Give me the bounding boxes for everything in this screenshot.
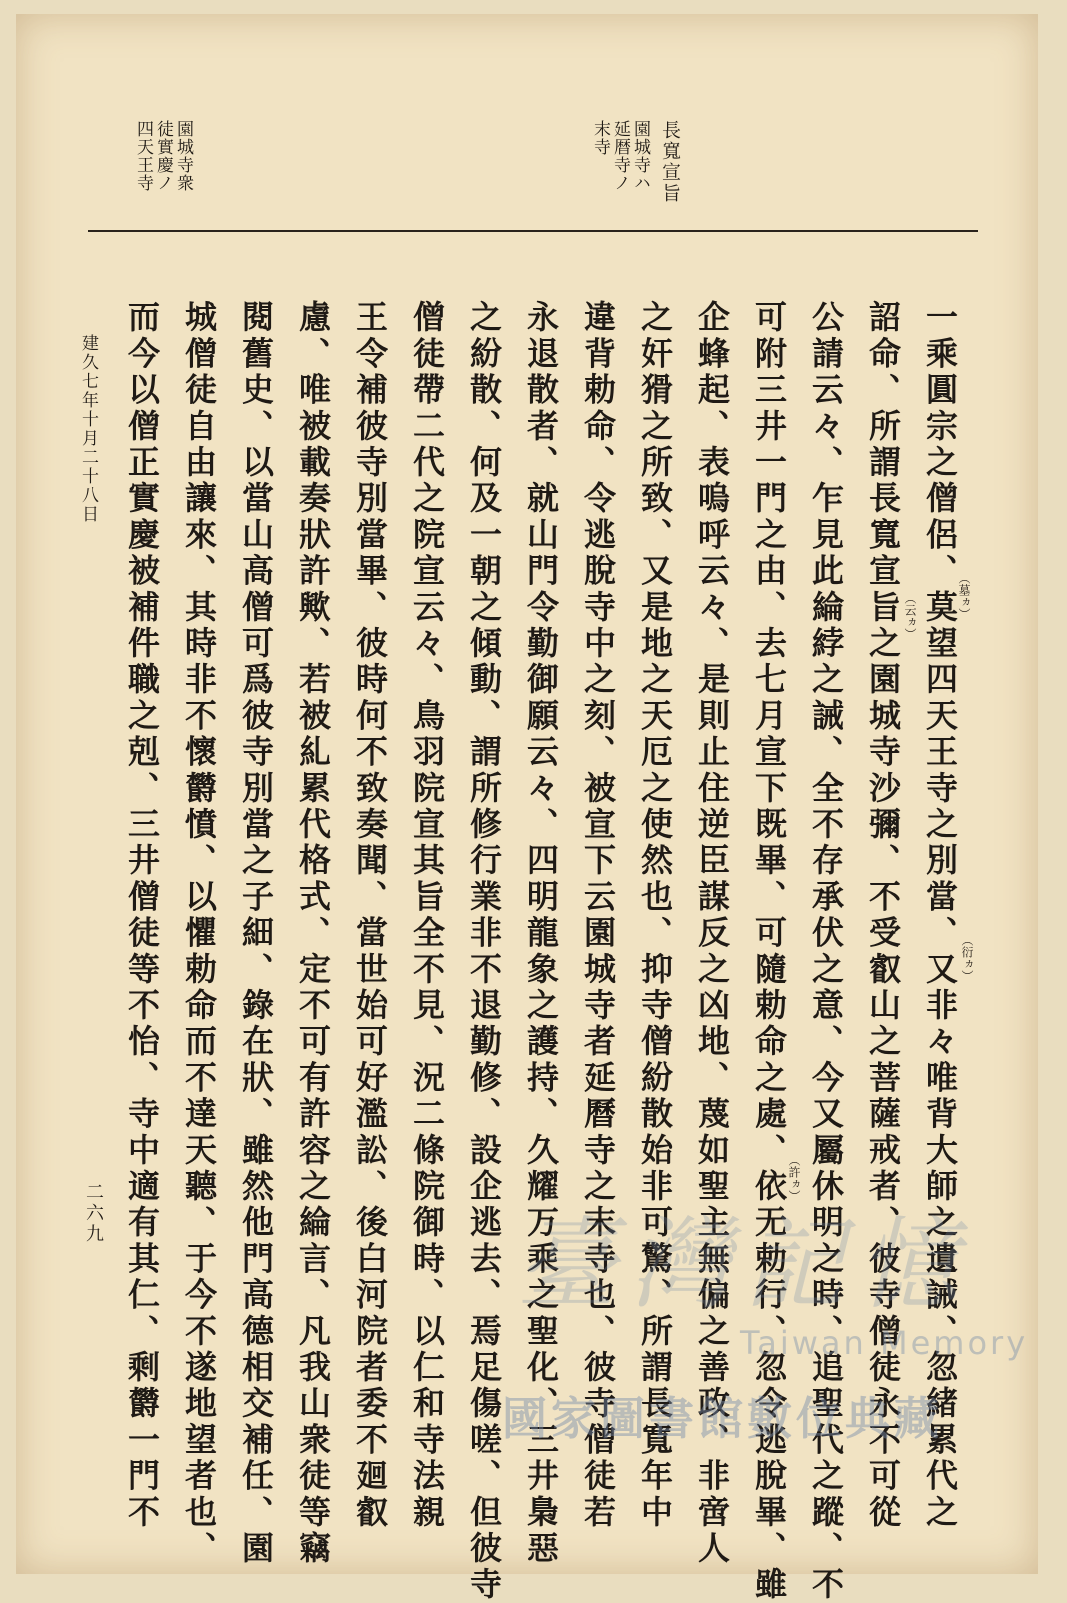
body-column-14: 城僧徒自由讓來、其時非不懷欝憤、以懼勅命而不達天聽、于今不遂地望者也、 xyxy=(180,300,218,1567)
body-column-8: 永退散者、就山門令勤御願云々、四明龍象之護持、久耀万乘之聖化、三井梟惡 xyxy=(522,300,560,1567)
body-column-4: 可附三井一門之由、去七月宣下既畢、可隨勅命之處、依无勅行、忽令逃脫畢、雖 xyxy=(750,300,788,1603)
body-column-15: 而今以僧正實慶被補件職之剋、三井僧徒等不怡、寺中適有其仁、剩欝一門不 xyxy=(123,300,161,1531)
document-page xyxy=(16,14,1038,1603)
annotation-1: （墓ヵ） xyxy=(957,572,971,620)
body-column-7: 違背勅命、令逃脫寺中之刻、被宣下云園城寺者延曆寺之末寺也、彼寺僧徒若 xyxy=(579,300,617,1531)
body-column-3: 公請云々、乍見此綸綍之誡、全不存承伏之意、今又屬休明之時、追聖代之蹤、不 xyxy=(807,300,845,1603)
header-right-note-1: 園城寺ハ xyxy=(630,120,650,192)
date-line: 建久七年十月二十八日 xyxy=(78,334,98,524)
body-column-11: 王令補彼寺別當畢、彼時何不致奏聞、當世始可好濫訟、後白河院者委不廻叡 xyxy=(351,300,389,1531)
annotation-4: （許ヵ） xyxy=(787,1154,801,1202)
body-column-1: 一乘圓宗之僧侶、莫望四天王寺之別當、又非々唯背大師之遺誡、忽緒累代之 xyxy=(921,300,959,1531)
watermark-institution: 國家圖書館數位典藏 xyxy=(502,1392,944,1445)
header-right-note-3: 末寺 xyxy=(590,120,610,156)
watermark-english: Taiwan Memory xyxy=(740,1324,1029,1362)
page-number: 二六九 xyxy=(83,1182,104,1245)
header-left-note-1: 園城寺衆 xyxy=(173,120,193,192)
header-left-note-2: 徒實慶ノ xyxy=(153,120,173,192)
body-column-5: 企蜂起、表嗚呼云々、是則止住逆臣謀反之凶地、蔑如聖主無偏之善政、非啻人 xyxy=(693,300,731,1567)
body-column-10: 僧徒帶二代之院宣云々、鳥羽院宣其旨全不見、況二條院御時、以仁和寺法親 xyxy=(408,300,446,1531)
body-column-6: 之奸猾之所致、又是地之天厄之使然也、抑寺僧紛散始非可驚、所謂長寬年中 xyxy=(636,300,674,1531)
header-right-title: 長寬宣旨 xyxy=(659,120,681,204)
body-column-2: 詔命、所謂長寬宣旨之園城寺沙彌、不受叡山之菩薩戒者、彼寺僧徒永不可從 xyxy=(864,300,902,1531)
annotation-2: （衍ヵ） xyxy=(960,934,974,982)
header-left-note-3: 四天王寺 xyxy=(133,120,153,192)
body-column-12: 慮、唯被載奏狀許歟、若被糺累代格式、定不可有許容之綸言、凡我山衆徒等竊 xyxy=(294,300,332,1567)
body-column-13: 閱舊史、以當山高僧可爲彼寺別當之子細、錄在狀、雖然他門高德相交補任、園 xyxy=(237,300,275,1567)
header-divider-rule xyxy=(88,230,978,232)
watermark-taiwan-memory: 臺灣記憶 xyxy=(516,1206,972,1323)
body-column-9: 之紛散、何及一朝之傾動、謂所修行業非不退勤修、設企逃去、焉足傷嗟、但彼寺 xyxy=(465,300,503,1603)
annotation-3: （云ヵ） xyxy=(903,592,917,640)
header-right-note-2: 延暦寺ノ xyxy=(610,120,630,192)
